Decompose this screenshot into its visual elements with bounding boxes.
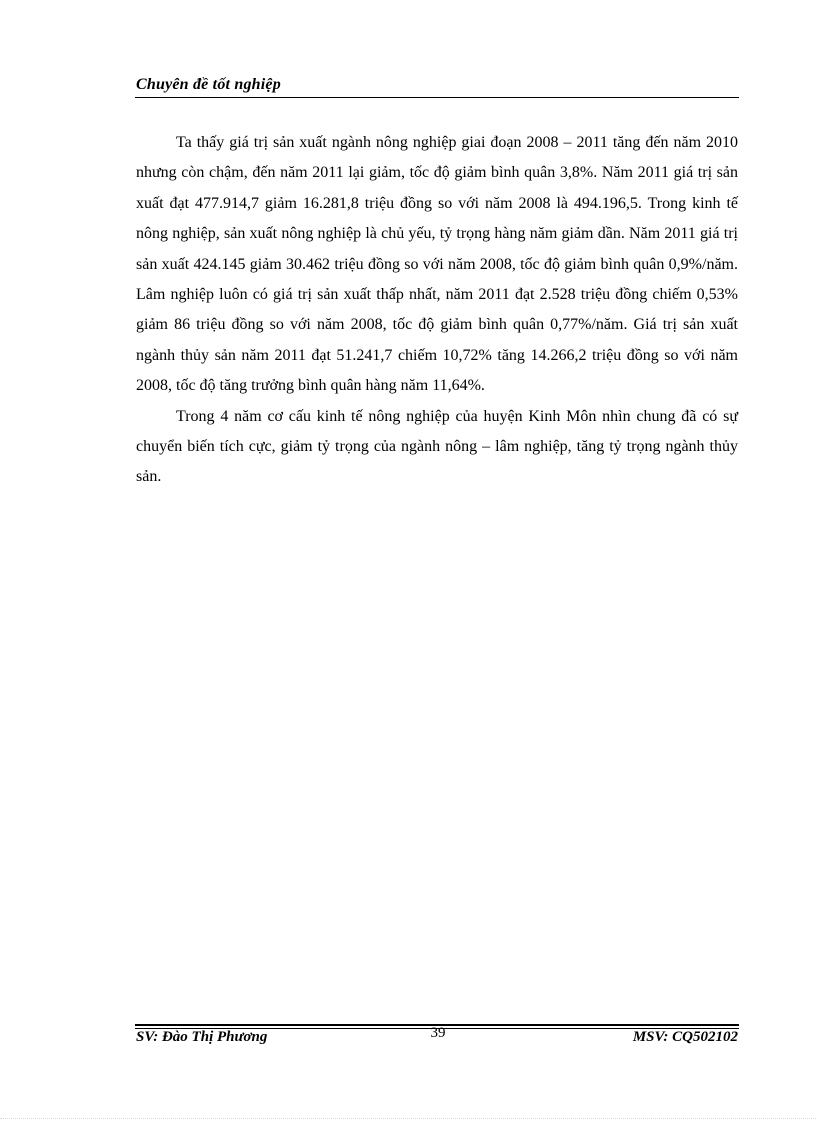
document-header-title: Chuyên đề tốt nghiệp <box>136 76 281 93</box>
paragraph-agriculture-analysis: Ta thấy giá trị sản xuất ngành nông nghiệp giai đoạn 2008 – 2011 tăng đến năm 2010 nhưng còn chậm, đến năm 2011 lại giảm, tốc độ giảm bình quân 3,8%. Năm 2011 giá trị sản xuất đạt 477.914,7 giảm 16.281,8 triệu đồng so với năm 2008 là 494.196,5. Trong kinh tế nông nghiệp, sản xuất nông nghiệp là chủ yếu, tỷ trọng hàng năm giảm dần. Năm 2011 giá trị sản xuất 424.145 giảm 30.462 triệu đồng so với năm 2008, tốc độ giảm bình quân 0,9%/năm. Lâm nghiệp luôn có giá trị sản xuất thấp nhất, năm 2011 đạt 2.528 triệu đồng chiếm 0,53% giảm 86 triệu đồng so với năm 2008, tốc độ giảm bình quân 0,77%/năm. Giá trị sản xuất ngành thủy sản năm 2011 đạt 51.241,7 chiếm 10,72% tăng 14.266,2 triệu đồng so với năm 2008, tốc độ tăng trưởng bình quân hàng năm 11,64%. <box>136 134 738 395</box>
footer-student-name: SV: Đào Thị Phương <box>136 1029 268 1045</box>
paragraph-structure-conclusion: Trong 4 năm cơ cấu kinh tế nông nghiệp của huyện Kinh Môn nhìn chung đã có sự chuyển biến tích cực, giảm tỷ trọng của ngành nông – lâm nghiệp, tăng tỷ trọng ngành thủy sản. <box>136 407 738 486</box>
body-text <box>136 128 738 493</box>
page-number: 39 <box>430 1025 446 1041</box>
footer-student-id: MSV: CQ502102 <box>632 1029 738 1045</box>
header-divider <box>135 97 739 98</box>
page-bottom-edge <box>0 1118 816 1119</box>
